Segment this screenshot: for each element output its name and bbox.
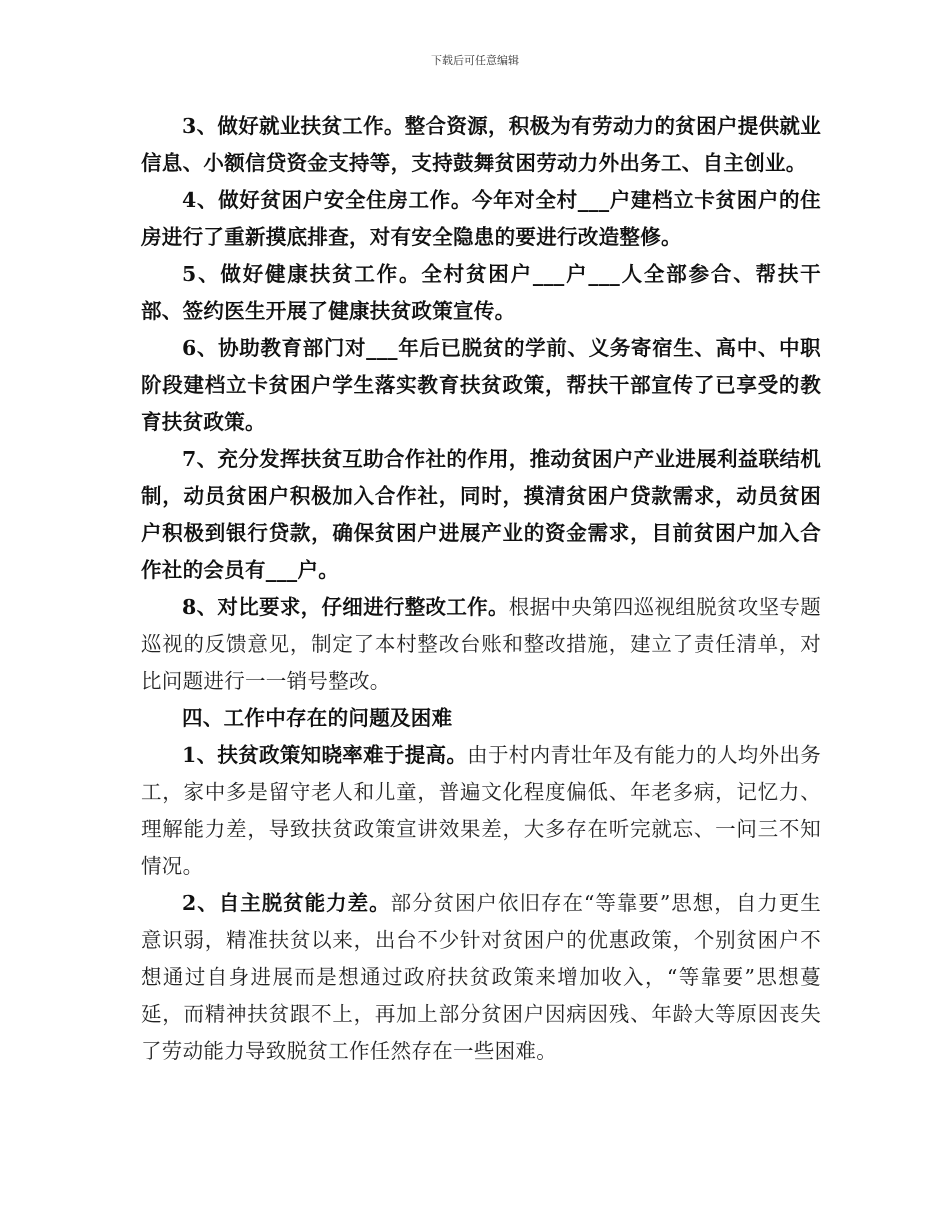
paragraph-lead: 1、扶贫政策知晓率难于提高。 xyxy=(182,743,468,767)
paragraph-body: 根据中央第四巡视组脱贫攻坚专题巡视的反馈意见，制定了本村整改台账和整改措施，建立了责任清单，对比问题进行一一销号整改。 xyxy=(141,595,821,693)
section-heading: 四、工作中存在的问题及困难 xyxy=(182,706,453,730)
paragraph-education xyxy=(141,330,821,441)
document-body xyxy=(141,108,821,1070)
page-header: 下载后可任意编辑 xyxy=(431,54,519,67)
paragraph-body: 由于村内青壮年及有能力的人均外出务工，家中多是留守老人和儿童，普遍文化程度偏低、年老多病，记忆力、理解能力差，导致扶贫政策宣讲效果差，大多存在听完就忘、一问三不知情况。 xyxy=(141,743,821,878)
paragraph-lead: 4、做好贫困户安全住房工作。今年对全村___户建档立卡贫困户的住房进行了重新摸底排查，对有安全隐患的要进行改造整修。 xyxy=(141,188,821,249)
paragraph-policy-awareness xyxy=(141,737,821,885)
paragraph-lead: 2、自主脱贫能力差。 xyxy=(182,891,391,915)
paragraph-lead: 7、充分发挥扶贫互助合作社的作用，推动贫困户产业进展利益联结机制，动员贫困户积极加入合作社，同时，摸清贫困户贷款需求，动员贫困户积极到银行贷款，确保贫困户进展产业的资金需求，目前贫困户加入合作社的会员有___户。 xyxy=(141,447,821,582)
paragraph-lead: 5、做好健康扶贫工作。全村贫困户___户___人全部参合、帮扶干部、签约医生开展了健康扶贫政策宣传。 xyxy=(141,262,821,323)
paragraph-housing xyxy=(141,182,821,256)
paragraph-health xyxy=(141,256,821,330)
paragraph-lead: 8、对比要求，仔细进行整改工作。 xyxy=(182,595,509,619)
paragraph-self-reliance xyxy=(141,885,821,1070)
paragraph-lead: 6、协助教育部门对___年后已脱贫的学前、义务寄宿生、高中、中职阶段建档立卡贫困户学生落实教育扶贫政策，帮扶干部宣传了已享受的教育扶贫政策。 xyxy=(141,336,821,434)
paragraph-employment xyxy=(141,108,821,182)
paragraph-lead: 3、做好就业扶贫工作。整合资源，积极为有劳动力的贫困户提供就业信息、小额信贷资金支持等，支持鼓舞贫困劳动力外出务工、自主创业。 xyxy=(141,114,821,175)
paragraph-rectification xyxy=(141,589,821,700)
paragraph-cooperative xyxy=(141,441,821,589)
section-heading-problems xyxy=(141,700,821,737)
paragraph-body: 部分贫困户依旧存在“等靠要”思想，自力更生意识弱，精准扶贫以来，出台不少针对贫困户的优惠政策，个别贫困户不想通过自身进展而是想通过政府扶贫政策来增加收入，“等靠要”思想蔓延，而精神扶贫跟不上，再加上部分贫困户因病因残、年龄大等原因丧失了劳动能力导致脱贫工作任然存在一些困难。 xyxy=(141,891,821,1063)
